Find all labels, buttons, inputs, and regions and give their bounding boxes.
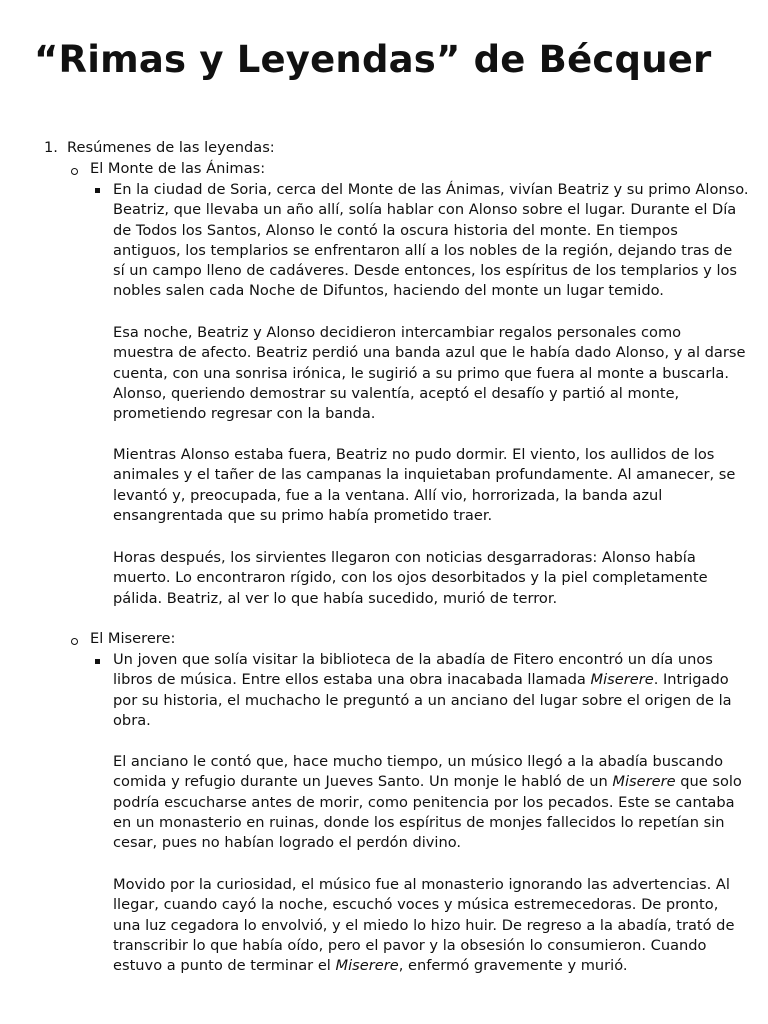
text-line: por su historia, el muchacho le preguntó a un anciano del lugar sobre el origen de la bbox=[113, 691, 732, 709]
text-fragment: comida y refugio durante un Jueves Santo. Un monje le habló de un bbox=[113, 773, 613, 791]
text-line bbox=[113, 956, 753, 976]
paragraph-monte-1 bbox=[113, 180, 753, 302]
text-fragment: que solo bbox=[675, 773, 742, 791]
square-bullet-icon bbox=[95, 659, 100, 664]
italic-title: Miserere bbox=[335, 957, 399, 975]
legend-title-miserere: El Miserere: bbox=[90, 630, 176, 647]
text-line: Beatriz, que llevaba un año allí, solía hablar con Alonso sobre el lugar. Durante el Día bbox=[113, 201, 737, 219]
text-fragment: . Intrigado bbox=[653, 671, 729, 689]
text-line: llegar, cuando cayó la noche, escuchó voces y música estremecedoras. De pronto, bbox=[113, 896, 719, 914]
text-line: antiguos, los templarios se enfrentaron allí a los nobles de la región, dejando tras de bbox=[113, 241, 733, 259]
text-line: Mientras Alonso estaba fuera, Beatriz no pudo dormir. El viento, los aullidos de los bbox=[113, 446, 715, 463]
text-line: En la ciudad de Soria, cerca del Monte de las Ánimas, vivían Beatriz y su primo Alonso. bbox=[113, 181, 749, 198]
page-title: “Rimas y Leyendas” de Bécquer bbox=[34, 38, 712, 81]
text-line bbox=[113, 772, 753, 792]
legend-title-monte: El Monte de las Ánimas: bbox=[90, 160, 266, 177]
text-line: Alonso, queriendo demostrar su valentía, aceptó el desafío y partió al monte, bbox=[113, 384, 680, 402]
text-line: Un joven que solía visitar la biblioteca de la abadía de Fitero encontró un día unos bbox=[113, 651, 713, 668]
paragraph-monte-2 bbox=[113, 323, 753, 424]
text-line: animales y el tañer de las campanas la inquietaban profundamente. Al amanecer, se bbox=[113, 466, 736, 484]
paragraph-miserere-2 bbox=[113, 752, 753, 853]
text-line: prometiendo regresar con la banda. bbox=[113, 405, 376, 423]
text-fragment: libros de música. Entre ellos estaba una obra inacabada llamada bbox=[113, 671, 591, 689]
text-line: sí un campo lleno de cadáveres. Desde entonces, los espíritus de los templarios y los bbox=[113, 262, 738, 280]
circle-bullet-icon bbox=[71, 638, 78, 645]
paragraph-monte-4 bbox=[113, 548, 753, 609]
paragraph-miserere-1 bbox=[113, 650, 753, 731]
text-line: transcribir lo que había oído, pero el pavor y la obsesión lo consumieron. Cuando bbox=[113, 936, 707, 954]
text-line: muerto. Lo encontraron rígido, con los ojos desorbitados y la piel completamente bbox=[113, 569, 708, 587]
paragraph-miserere-3 bbox=[113, 875, 753, 976]
text-line: Movido por la curiosidad, el músico fue al monasterio ignorando las advertencias. Al bbox=[113, 876, 730, 893]
text-line: en un monasterio en ruinas, donde los espíritus de monjes fallecidos lo repetían sin bbox=[113, 813, 725, 831]
text-line: levantó y, preocupada, fue a la ventana. Allí vio, horrorizada, la banda azul bbox=[113, 486, 663, 504]
text-line: Horas después, los sirvientes llegaron con noticias desgarradoras: Alonso había bbox=[113, 549, 696, 566]
list-heading: Resúmenes de las leyendas: bbox=[67, 139, 275, 156]
text-fragment: estuvo a punto de terminar el bbox=[113, 957, 336, 975]
text-line: nobles salen cada Noche de Difuntos, haciendo del monte un lugar temido. bbox=[113, 282, 664, 300]
text-line: El anciano le contó que, hace mucho tiempo, un músico llegó a la abadía buscando bbox=[113, 753, 724, 770]
italic-title: Miserere bbox=[612, 773, 676, 791]
list-number: 1. bbox=[44, 139, 58, 156]
text-line: pálida. Beatriz, al ver lo que había sucedido, murió de terror. bbox=[113, 589, 558, 607]
text-line: cesar, pues no habían logrado el perdón divino. bbox=[113, 834, 462, 852]
text-line bbox=[113, 670, 753, 690]
text-line: una luz cegadora lo envolvió, y el miedo lo hizo huir. De regreso a la abadía, trató de bbox=[113, 916, 735, 934]
text-line: ensangrentada que su primo había prometido traer. bbox=[113, 506, 493, 524]
text-line: de Todos los Santos, Alonso le contó la oscura historia del monte. En tiempos bbox=[113, 221, 678, 239]
text-line: Esa noche, Beatriz y Alonso decidieron intercambiar regalos personales como bbox=[113, 324, 682, 341]
text-line: podría escucharse antes de morir, como penitencia por los pecados. Este se cantaba bbox=[113, 793, 735, 811]
paragraph-monte-3 bbox=[113, 445, 753, 526]
square-bullet-icon bbox=[95, 188, 100, 193]
circle-bullet-icon bbox=[71, 168, 78, 175]
text-line: obra. bbox=[113, 711, 151, 729]
italic-title: Miserere bbox=[590, 671, 654, 689]
text-line: cuenta, con una sonrisa irónica, le sugirió a su primo que fuera al monte a buscarla. bbox=[113, 364, 729, 382]
text-line: muestra de afecto. Beatriz perdió una banda azul que le había dado Alonso, y al darse bbox=[113, 344, 746, 362]
text-fragment: , enfermó gravemente y murió. bbox=[398, 957, 628, 975]
